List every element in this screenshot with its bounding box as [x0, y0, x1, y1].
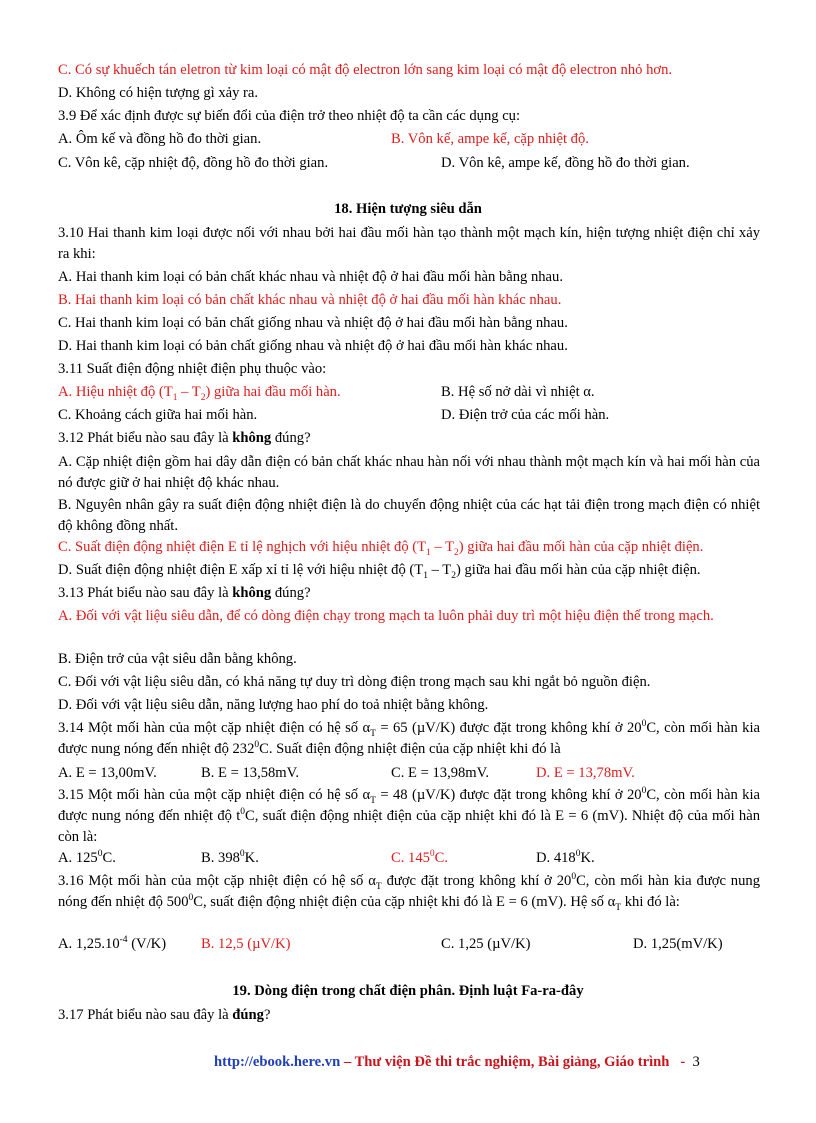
q39-option-c: C. Vôn kê, cặp nhiệt độ, đồng hồ đo thời gian.	[58, 155, 329, 171]
q313-option-a: A. Đối với vật liệu siêu dẫn, để có dòng điện chạy trong mạch ta luôn phải duy trì một hiệu điện thế trong mạch.	[58, 608, 714, 624]
q312-option-c: C. Suất điện động nhiệt điện E tỉ lệ nghịch với hiệu nhiệt độ $(T_1 - T_2)$ giữa hai đầu mối hàn của cặp nhiệt điện.	[58, 539, 704, 558]
footer-link[interactable]: http://ebook.here.vn	[214, 1054, 341, 1070]
q314-option-d: D. E = 13,78mV.	[536, 765, 635, 781]
q315-stem: 3.15 Một mối hàn của một cặp nhiệt điện có hệ số $\alpha_T = 48$ (µV/K) được đặt trong không khí ở $20^0C$, còn mối hàn kia được nung nóng đến nhiệt độ $t^0C$, suất điện động nhiệt điện của cặp nhiệt khi đó là E = 6 (mV). Nhiệt độ của mối hàn còn là:	[58, 786, 760, 845]
q314-option-b: B. E = 13,58mV.	[201, 765, 299, 781]
q313-stem: 3.13 Phát biểu nào sau đây là không đúng?	[58, 585, 311, 601]
q311-stem: 3.11 Suất điện động nhiệt điện phụ thuộc vào:	[58, 361, 327, 377]
q39-option-d: D. Vôn kê, ampe kế, đồng hồ đo thời gian.	[441, 155, 690, 171]
q311-option-c: C. Khoảng cách giữa hai mối hàn.	[58, 407, 258, 423]
q313-option-b: B. Điện trở của vật siêu dẫn bằng không.	[58, 651, 297, 667]
q312-option-d: D. Suất điện động nhiệt điện E xấp xỉ tỉ lệ với hiệu nhiệt độ $(T_1 - T_2)$ giữa hai đầu mối hàn của cặp nhiệt điện.	[58, 562, 701, 581]
q311-option-d: D. Điện trở của các mối hàn.	[441, 407, 610, 423]
q316-option-b: B. 12,5 (µV/K)	[201, 936, 291, 952]
q312-option-a: A. Cặp nhiệt điện gồm hai dây dẫn điện có bản chất khác nhau hàn nối với nhau thành một mạch kín và hai mối hàn của nó được giữ ở hai nhiệt độ khác nhau.	[58, 454, 760, 491]
section-title-19: 19. Dòng điện trong chất điện phân. Định luật Fa-ra-đây	[232, 983, 584, 999]
q316-stem: 3.16 Một mối hàn của một cặp nhiệt điện có hệ số $\alpha_T$ được đặt trong không khí ở $20^0C$, còn mối hàn kia được nung nóng đến nhiệt độ $500^0C$, suất điện động nhiệt điện của cặp nhiệt khi đó là E = 6 (mV). Hệ số $\alpha_T$ khi đó là:	[58, 872, 760, 913]
q315-option-d: D. $418^0K$.	[536, 849, 595, 866]
q310-option-b: B. Hai thanh kim loại có bản chất khác nhau và nhiệt độ ở hai đầu mối hàn khác nhau.	[58, 292, 562, 308]
q316-option-d: D. 1,25(mV/K)	[633, 936, 723, 952]
q314-stem: 3.14 Một mối hàn của một cặp nhiệt điện có hệ số $\alpha_T = 65$ (µV/K) được đặt trong không khí ở $20^0C$, còn mối hàn kia được nung nóng đến nhiệt độ $232^0C$. Suất điện động nhiệt điện của cặp nhiệt khi đó là	[58, 719, 760, 757]
q313-option-c: C. Đối với vật liệu siêu dẫn, có khả năng tự duy trì dòng điện trong mạch sau khi ngắt bỏ nguồn điện.	[58, 674, 651, 690]
q310-option-a: A. Hai thanh kim loại có bản chất khác nhau và nhiệt độ ở hai đầu mối hàn bằng nhau.	[58, 269, 563, 285]
q315-option-b: B. $398^0K$.	[201, 849, 259, 866]
q316-option-a: A. $1,25.10^{-4}$ (V/K)	[58, 935, 167, 952]
page-number: 3	[692, 1054, 700, 1070]
page-footer	[214, 1054, 700, 1071]
q311-option-b: B. Hệ số nở dài vì nhiệt α.	[441, 384, 595, 400]
q310-stem: 3.10 Hai thanh kim loại được nối với nhau bởi hai đầu mối hàn tạo thành một mạch kín, hiện tượng nhiệt điện chỉ xảy ra khi:	[58, 225, 760, 262]
q314-option-a: A. E = 13,00mV.	[58, 765, 157, 781]
q315-option-a: A. $125^0C$.	[58, 849, 116, 866]
q39-option-b: B. Vôn kế, ampe kế, cặp nhiệt độ.	[391, 131, 589, 147]
footer-separator: -	[669, 1054, 693, 1070]
q38-option-c: C. Có sự khuếch tán eletron từ kim loại có mật độ electron lớn sang kim loại có mật độ electron nhỏ hơn.	[58, 62, 673, 78]
section-title-18: 18. Hiện tượng siêu dẫn	[334, 201, 482, 217]
q311-option-a: A. Hiệu nhiệt độ $(T_1 - T_2)$ giữa hai đầu mối hàn.	[58, 384, 341, 403]
q39-option-a: A. Ôm kế và đồng hồ đo thời gian.	[58, 131, 262, 147]
q314-option-c: C. E = 13,98mV.	[391, 765, 489, 781]
q310-option-c: C. Hai thanh kim loại có bản chất giống nhau và nhiệt độ ở hai đầu mối hàn bằng nhau.	[58, 315, 568, 331]
q312-stem: 3.12 Phát biểu nào sau đây là không đúng?	[58, 430, 311, 446]
q38-option-d: D. Không có hiện tượng gì xảy ra.	[58, 85, 259, 101]
q312-option-b: B. Nguyên nhân gây ra suất điện động nhiệt điện là do chuyển động nhiệt của các hạt tải điện trong mạch điện có nhiệt độ không đồng nhất.	[58, 497, 760, 534]
q313-option-d: D. Đối với vật liệu siêu dẫn, năng lượng hao phí do toả nhiệt bằng không.	[58, 697, 489, 713]
q39-stem: 3.9 Để xác định được sự biến đổi của điện trở theo nhiệt độ ta cần các dụng cụ:	[58, 108, 521, 124]
q315-option-c: C. $145^0C$.	[391, 849, 449, 866]
footer-text: – Thư viện Đề thi trắc nghiệm, Bài giảng, Giáo trình	[340, 1054, 670, 1070]
q310-option-d: D. Hai thanh kim loại có bản chất giống nhau và nhiệt độ ở hai đầu mối hàn khác nhau.	[58, 338, 568, 354]
q316-option-c: C. 1,25 (µV/K)	[441, 936, 531, 952]
q317-stem: 3.17 Phát biểu nào sau đây là đúng?	[58, 1007, 271, 1023]
